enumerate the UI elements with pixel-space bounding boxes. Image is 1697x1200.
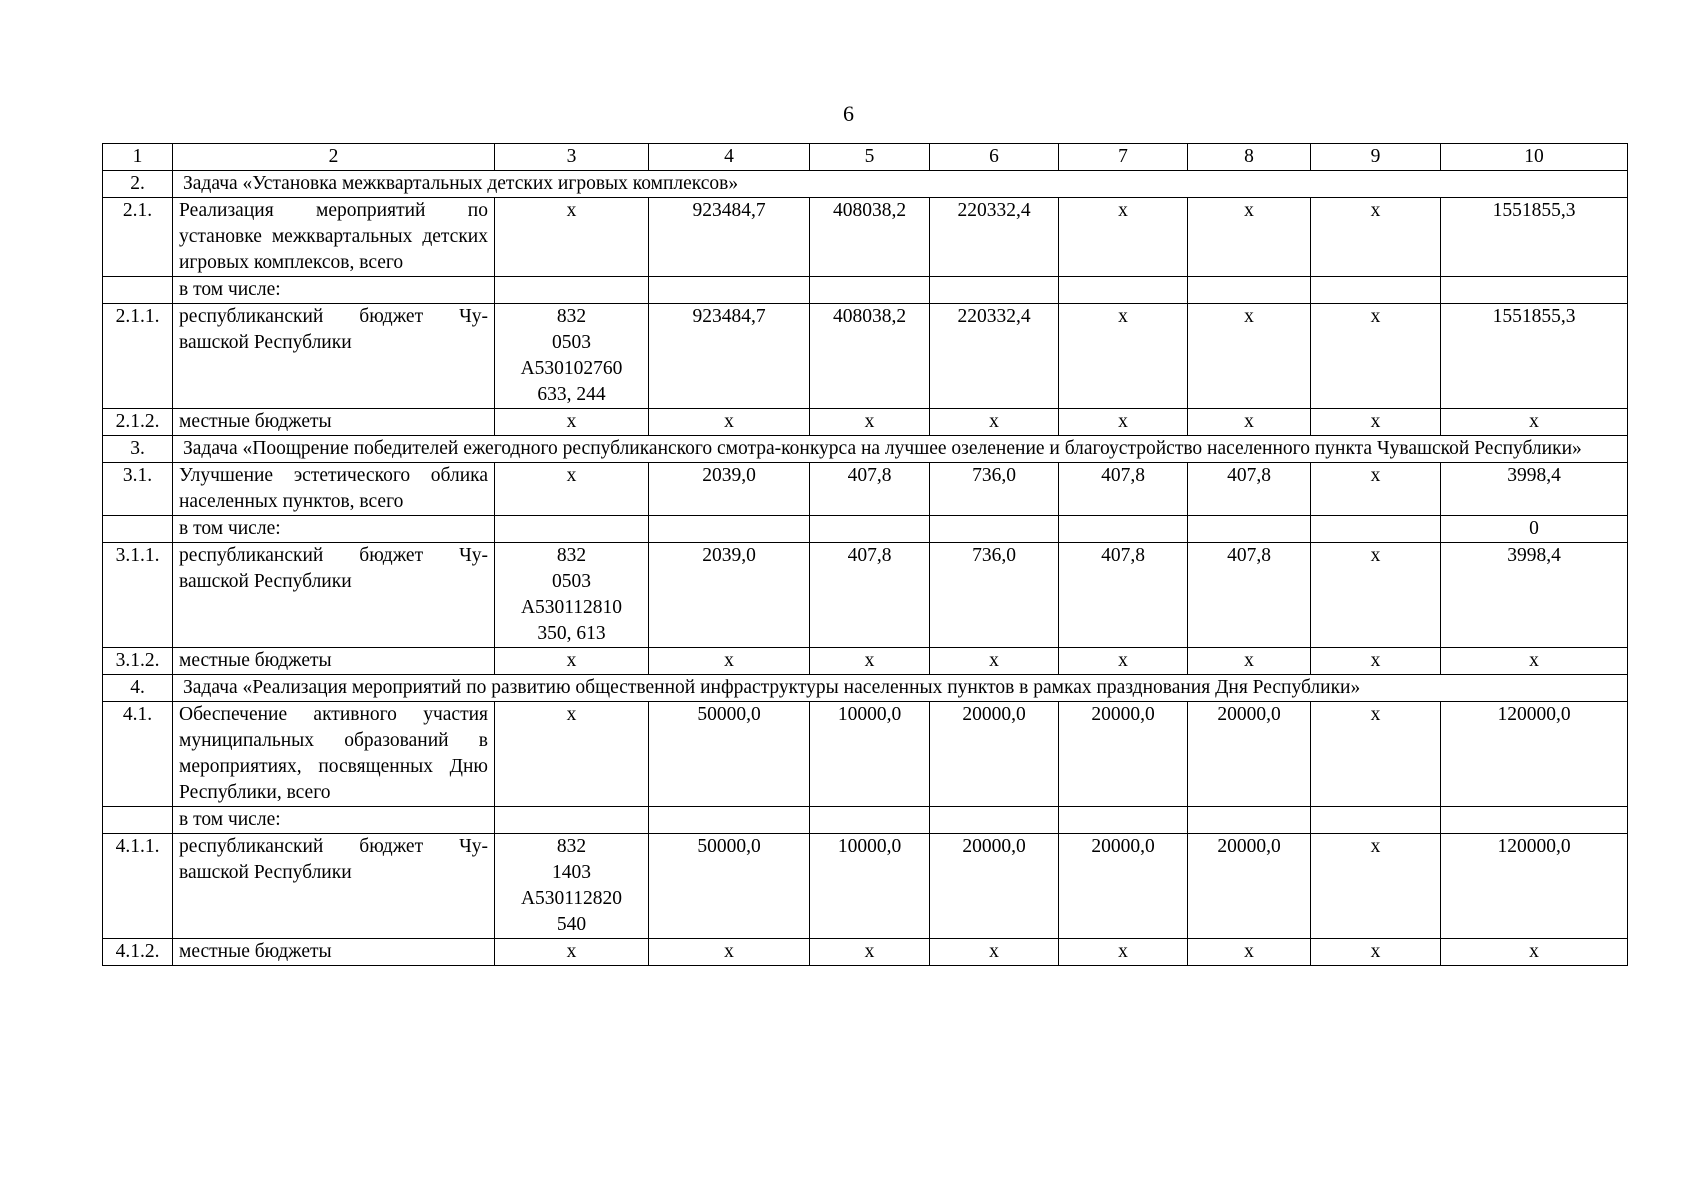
row-number bbox=[103, 277, 173, 304]
budget-code-line: x bbox=[566, 200, 577, 221]
budget-code-line: x bbox=[566, 650, 577, 671]
value-cell: 1551855,3 bbox=[1441, 198, 1628, 277]
value-cell: 407,8 bbox=[1059, 463, 1188, 516]
value-cell: x bbox=[649, 939, 810, 966]
row-description: в том числе: bbox=[173, 516, 495, 543]
budget-code-line: 633, 244 bbox=[537, 384, 606, 405]
header-cell: 6 bbox=[930, 144, 1059, 171]
budget-code-cell bbox=[495, 304, 649, 409]
value-cell: 20000,0 bbox=[1188, 702, 1311, 807]
value-cell: 3998,4 bbox=[1441, 543, 1628, 648]
row-description: республиканский бюджет Чувашской Республики bbox=[173, 304, 495, 409]
budget-code-cell bbox=[495, 648, 649, 675]
table-row bbox=[103, 516, 1628, 543]
value-cell: 50000,0 bbox=[649, 834, 810, 939]
row-description: местные бюджеты bbox=[173, 409, 495, 436]
task-row bbox=[103, 436, 1628, 463]
value-cell: 220332,4 bbox=[930, 304, 1059, 409]
row-description: Улучшение эстетического облика населенных пунктов, всего bbox=[173, 463, 495, 516]
header-cell: 5 bbox=[810, 144, 930, 171]
value-cell: 408038,2 bbox=[810, 198, 930, 277]
row-number: 2.1.1. bbox=[103, 304, 173, 409]
budget-code-cell bbox=[495, 463, 649, 516]
value-cell: x bbox=[1311, 198, 1441, 277]
value-cell bbox=[810, 807, 930, 834]
value-cell bbox=[1059, 516, 1188, 543]
row-description: в том числе: bbox=[173, 277, 495, 304]
task-row bbox=[103, 675, 1628, 702]
row-description: Обеспечение активного участия муниципальных образований в мероприятиях, посвященных Дню Республики, всего bbox=[173, 702, 495, 807]
value-cell bbox=[649, 277, 810, 304]
value-cell: x bbox=[1311, 939, 1441, 966]
value-cell: 20000,0 bbox=[1059, 702, 1188, 807]
table-row bbox=[103, 834, 1628, 939]
value-cell: 407,8 bbox=[1188, 463, 1311, 516]
value-cell: x bbox=[1059, 409, 1188, 436]
value-cell: 120000,0 bbox=[1441, 834, 1628, 939]
row-description: республиканский бюджет Чувашской Республики bbox=[173, 834, 495, 939]
task-row bbox=[103, 171, 1628, 198]
value-cell: 736,0 bbox=[930, 463, 1059, 516]
value-cell bbox=[930, 277, 1059, 304]
budget-code-cell bbox=[495, 939, 649, 966]
header-cell: 4 bbox=[649, 144, 810, 171]
table-row bbox=[103, 409, 1628, 436]
header-cell: 2 bbox=[173, 144, 495, 171]
row-description: местные бюджеты bbox=[173, 939, 495, 966]
row-number: 4.1.2. bbox=[103, 939, 173, 966]
value-cell bbox=[649, 516, 810, 543]
budget-code-line: 1403 bbox=[552, 862, 591, 883]
value-cell: 2039,0 bbox=[649, 543, 810, 648]
table-row bbox=[103, 463, 1628, 516]
budget-code-cell bbox=[495, 702, 649, 807]
row-description: республиканский бюджет Чувашской Республики bbox=[173, 543, 495, 648]
value-cell: x bbox=[1311, 834, 1441, 939]
budget-code-line: x bbox=[566, 465, 577, 486]
value-cell: 20000,0 bbox=[1059, 834, 1188, 939]
row-number: 3. bbox=[103, 436, 173, 463]
budget-code-cell bbox=[495, 543, 649, 648]
value-cell: x bbox=[930, 939, 1059, 966]
task-title: Задача «Реализация мероприятий по развитию общественной инфраструктуры населенных пунктов в рамках празднования Дня Республики» bbox=[173, 675, 1628, 702]
value-cell bbox=[810, 516, 930, 543]
budget-code-line: 0503 bbox=[552, 571, 591, 592]
value-cell: 736,0 bbox=[930, 543, 1059, 648]
table-row bbox=[103, 198, 1628, 277]
header-cell: 10 bbox=[1441, 144, 1628, 171]
row-number: 4. bbox=[103, 675, 173, 702]
value-cell: x bbox=[1441, 939, 1628, 966]
value-cell: x bbox=[1311, 702, 1441, 807]
value-cell: x bbox=[649, 648, 810, 675]
value-cell: x bbox=[1059, 304, 1188, 409]
row-number: 2.1.2. bbox=[103, 409, 173, 436]
budget-code-line: А530112810 bbox=[520, 597, 623, 618]
row-description: местные бюджеты bbox=[173, 648, 495, 675]
value-cell bbox=[930, 807, 1059, 834]
value-cell: 50000,0 bbox=[649, 702, 810, 807]
value-cell: 10000,0 bbox=[810, 834, 930, 939]
header-row bbox=[103, 144, 1628, 171]
value-cell: 220332,4 bbox=[930, 198, 1059, 277]
budget-code-line: 832 bbox=[556, 306, 587, 327]
value-cell: x bbox=[810, 648, 930, 675]
budget-table bbox=[102, 143, 1628, 966]
value-cell bbox=[1311, 807, 1441, 834]
row-description: Реализация мероприятий по установке межквартальных детских игровых комплексов, всего bbox=[173, 198, 495, 277]
table-row bbox=[103, 702, 1628, 807]
header-cell: 1 bbox=[103, 144, 173, 171]
value-cell: x bbox=[1188, 304, 1311, 409]
value-cell bbox=[1311, 516, 1441, 543]
header-cell: 9 bbox=[1311, 144, 1441, 171]
value-cell: 1551855,3 bbox=[1441, 304, 1628, 409]
table-row bbox=[103, 277, 1628, 304]
header-cell: 3 bbox=[495, 144, 649, 171]
value-cell: 923484,7 bbox=[649, 198, 810, 277]
budget-code-line: 832 bbox=[556, 545, 587, 566]
value-cell: 20000,0 bbox=[930, 702, 1059, 807]
page-number: 6 bbox=[843, 101, 854, 126]
value-cell: x bbox=[810, 939, 930, 966]
table-row bbox=[103, 304, 1628, 409]
value-cell: 3998,4 bbox=[1441, 463, 1628, 516]
value-cell: x bbox=[810, 409, 930, 436]
value-cell: x bbox=[1311, 409, 1441, 436]
row-number bbox=[103, 807, 173, 834]
value-cell: x bbox=[1441, 409, 1628, 436]
budget-code-cell bbox=[495, 277, 649, 304]
table-row bbox=[103, 543, 1628, 648]
value-cell: x bbox=[1059, 198, 1188, 277]
value-cell: 20000,0 bbox=[1188, 834, 1311, 939]
budget-code-cell bbox=[495, 409, 649, 436]
value-cell: 20000,0 bbox=[930, 834, 1059, 939]
budget-code-line: 350, 613 bbox=[537, 623, 606, 644]
row-number: 4.1.1. bbox=[103, 834, 173, 939]
task-title: Задача «Поощрение победителей ежегодного республиканского смотра-конкурса на лучшее озеленение и благоустройство населенного пункта Чувашской Республики» bbox=[173, 436, 1628, 463]
value-cell bbox=[649, 807, 810, 834]
value-cell: 407,8 bbox=[1188, 543, 1311, 648]
budget-code-cell bbox=[495, 807, 649, 834]
budget-code-line: x bbox=[566, 704, 577, 725]
value-cell: x bbox=[1059, 939, 1188, 966]
row-number: 3.1. bbox=[103, 463, 173, 516]
value-cell bbox=[810, 277, 930, 304]
budget-code-cell bbox=[495, 516, 649, 543]
value-cell: x bbox=[1311, 304, 1441, 409]
row-number bbox=[103, 516, 173, 543]
table-row bbox=[103, 939, 1628, 966]
value-cell: x bbox=[1188, 648, 1311, 675]
header-cell: 7 bbox=[1059, 144, 1188, 171]
value-cell: x bbox=[930, 648, 1059, 675]
budget-code-line: 540 bbox=[556, 914, 587, 935]
value-cell bbox=[1188, 807, 1311, 834]
row-number: 4.1. bbox=[103, 702, 173, 807]
value-cell: 0 bbox=[1441, 516, 1628, 543]
value-cell bbox=[1059, 277, 1188, 304]
value-cell: 10000,0 bbox=[810, 702, 930, 807]
budget-code-line: 0503 bbox=[552, 332, 591, 353]
value-cell: 120000,0 bbox=[1441, 702, 1628, 807]
value-cell: x bbox=[1188, 939, 1311, 966]
value-cell bbox=[930, 516, 1059, 543]
value-cell: x bbox=[1188, 409, 1311, 436]
budget-code-cell bbox=[495, 198, 649, 277]
value-cell bbox=[1188, 277, 1311, 304]
value-cell: x bbox=[649, 409, 810, 436]
value-cell bbox=[1188, 516, 1311, 543]
value-cell: 407,8 bbox=[1059, 543, 1188, 648]
value-cell: x bbox=[1059, 648, 1188, 675]
value-cell: x bbox=[1311, 463, 1441, 516]
value-cell bbox=[1059, 807, 1188, 834]
budget-code-cell bbox=[495, 834, 649, 939]
budget-code-line: 832 bbox=[556, 836, 587, 857]
value-cell: x bbox=[1188, 198, 1311, 277]
value-cell: 923484,7 bbox=[649, 304, 810, 409]
value-cell: 2039,0 bbox=[649, 463, 810, 516]
row-number: 2. bbox=[103, 171, 173, 198]
table-body bbox=[103, 144, 1628, 966]
value-cell: x bbox=[930, 409, 1059, 436]
row-number: 2.1. bbox=[103, 198, 173, 277]
value-cell: x bbox=[1441, 648, 1628, 675]
row-number: 3.1.2. bbox=[103, 648, 173, 675]
table-row bbox=[103, 807, 1628, 834]
row-number: 3.1.1. bbox=[103, 543, 173, 648]
task-title: Задача «Установка межквартальных детских игровых комплексов» bbox=[173, 171, 1628, 198]
budget-code-line: А530112820 bbox=[520, 888, 623, 909]
budget-code-line: x bbox=[566, 941, 577, 962]
value-cell bbox=[1441, 807, 1628, 834]
value-cell: 407,8 bbox=[810, 543, 930, 648]
budget-code-line: А530102760 bbox=[520, 358, 623, 379]
budget-code-line: x bbox=[566, 411, 577, 432]
value-cell: x bbox=[1311, 648, 1441, 675]
value-cell: 407,8 bbox=[810, 463, 930, 516]
header-cell: 8 bbox=[1188, 144, 1311, 171]
value-cell: x bbox=[1311, 543, 1441, 648]
row-description: в том числе: bbox=[173, 807, 495, 834]
value-cell: 408038,2 bbox=[810, 304, 930, 409]
value-cell bbox=[1311, 277, 1441, 304]
value-cell bbox=[1441, 277, 1628, 304]
table-row bbox=[103, 648, 1628, 675]
